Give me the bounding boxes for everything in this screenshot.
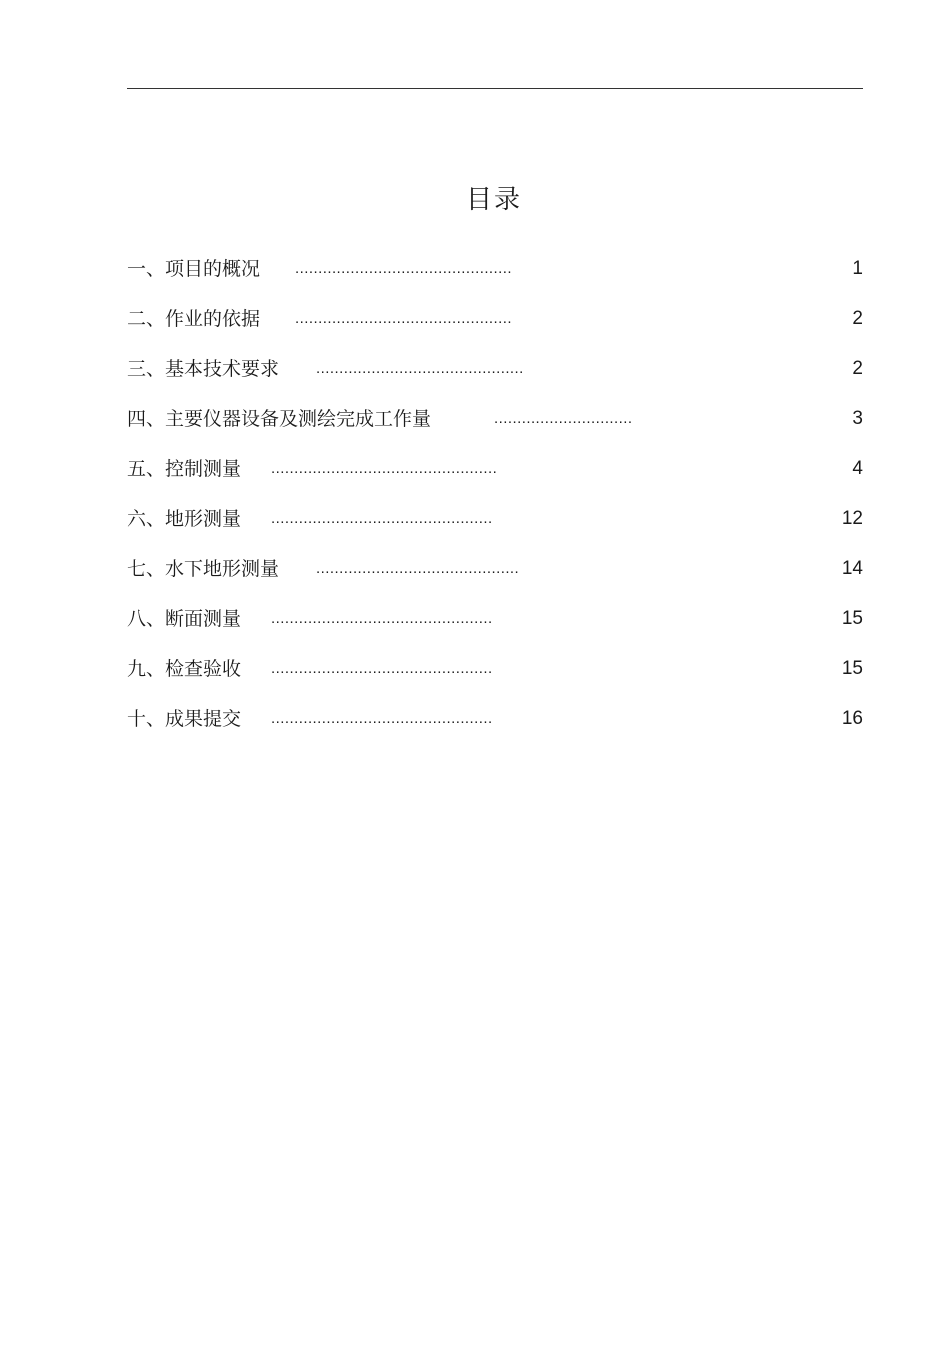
- toc-entry-label: 四、主要仪器设备及测绘完成工作量: [127, 408, 432, 430]
- toc-entry-page: 15: [841, 658, 863, 679]
- toc-entry[interactable]: [127, 454, 863, 484]
- toc-entry[interactable]: [127, 654, 863, 684]
- toc-entry-label: 六、地形测量: [127, 508, 242, 530]
- toc-entry-label: 三、基本技术要求: [127, 358, 280, 380]
- toc-entry-leader: ................................................: [271, 660, 493, 677]
- toc-entry-label: 二、作业的依据: [127, 308, 261, 330]
- toc-entry-leader: ................................................: [271, 510, 493, 527]
- toc-entry-page: 1: [852, 258, 863, 279]
- toc-entry-page: 4: [852, 458, 863, 479]
- toc-entry-leader: ..............................: [494, 410, 633, 427]
- toc-entry[interactable]: [127, 704, 863, 734]
- toc-entry-page: 2: [852, 358, 863, 379]
- toc-entry-leader: ...............................................: [295, 260, 513, 277]
- toc-entry-label: 七、水下地形测量: [127, 558, 280, 580]
- toc-entry[interactable]: [127, 304, 863, 334]
- toc-entry-page: 2: [852, 308, 863, 329]
- toc-entry[interactable]: [127, 354, 863, 384]
- toc-entry[interactable]: [127, 504, 863, 534]
- toc-entry-leader: ............................................: [316, 560, 520, 577]
- toc-entry-label: 八、断面测量: [127, 608, 242, 630]
- toc-entry-leader: .................................................: [271, 460, 498, 477]
- toc-entry-leader: ................................................: [271, 710, 493, 727]
- toc-entry-page: 16: [841, 708, 863, 729]
- toc-entry[interactable]: [127, 254, 863, 284]
- toc-entry-label: 九、检查验收: [127, 658, 242, 680]
- toc-title: 目录: [465, 185, 522, 215]
- toc-entry-label: 一、项目的概况: [127, 258, 261, 280]
- toc-entry-page: 15: [841, 608, 863, 629]
- toc-entry-leader: ...............................................: [295, 310, 513, 327]
- header-rule: [127, 88, 863, 89]
- toc-entry-page: 12: [841, 508, 863, 529]
- toc-entry-page: 3: [852, 408, 863, 429]
- toc-entry-leader: ................................................: [271, 610, 493, 627]
- toc-entry-page: 14: [841, 558, 863, 579]
- toc-entry-leader: .............................................: [316, 360, 524, 377]
- toc-entry[interactable]: [127, 554, 863, 584]
- toc-entry[interactable]: [127, 604, 863, 634]
- toc-entry-label: 十、成果提交: [127, 708, 242, 730]
- toc-entry[interactable]: [127, 404, 863, 434]
- toc-entry-label: 五、控制测量: [127, 458, 242, 480]
